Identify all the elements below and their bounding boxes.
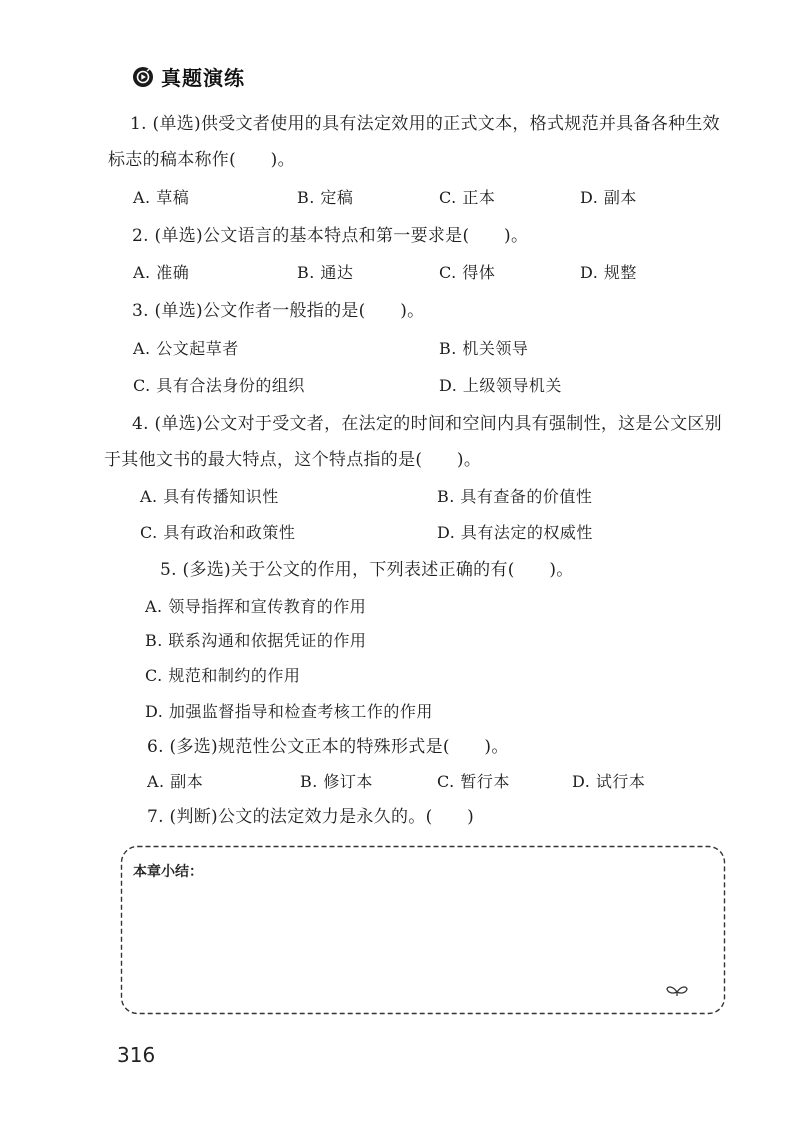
q2-option-b: B. 通达 [297,263,354,282]
q4-option-a: A. 具有传播知识性 [140,487,279,506]
question-4-stem: 4. (单选)公文对于受文者，在法定的时间和空间内具有强制性，这是公文区别 [132,414,722,434]
q2-option-a: A. 准确 [133,263,190,282]
q3-option-a: A. 公文起草者 [133,339,239,358]
q2-option-c: C. 得体 [439,263,496,282]
question-2-stem: 2. (单选)公文语言的基本特点和第一要求是( )。 [132,226,529,246]
summary-label: 本章小结： [133,864,203,880]
page-number: 316 [117,1043,156,1067]
leaf-icon [665,983,689,997]
question-4-stem-cont: 于其他文书的最大特点，这个特点指的是( )。 [104,450,482,470]
q1-option-a: A. 草稿 [133,188,190,207]
section-title: 真题演练 [161,66,245,90]
q3-option-c: C. 具有合法身份的组织 [133,376,305,395]
q1-option-c: C. 正本 [439,188,496,207]
question-6-stem: 6. (多选)规范性公文正本的特殊形式是( )。 [147,737,509,757]
q1-option-b: B. 定稿 [297,188,354,207]
q5-option-b: B. 联系沟通和依据凭证的作用 [145,631,367,650]
q4-option-d: D. 具有法定的权威性 [437,523,593,542]
q4-option-c: C. 具有政治和政策性 [140,523,296,542]
q3-option-b: B. 机关领导 [439,339,529,358]
question-7-stem: 7. (判断)公文的法定效力是永久的。( ) [147,807,475,827]
q6-option-a: A. 副本 [147,772,204,791]
q5-option-d: D. 加强监督指导和检查考核工作的作用 [145,702,433,721]
section-heading [132,62,245,91]
question-3-stem: 3. (单选)公文作者一般指的是( )。 [132,301,425,321]
q2-option-d: D. 规整 [580,263,637,282]
question-5-stem: 5. (多选)关于公文的作用，下列表述正确的有( )。 [160,560,574,580]
q1-option-d: D. 副本 [580,188,637,207]
q6-option-b: B. 修订本 [300,772,373,791]
q5-option-c: C. 规范和制约的作用 [145,666,301,685]
play-circle-icon [132,66,154,88]
q4-option-b: B. 具有查备的价值性 [437,487,593,506]
q6-option-c: C. 暂行本 [437,772,510,791]
question-1-stem-cont: 标志的稿本称作( )。 [108,150,295,170]
q5-option-a: A. 领导指挥和宣传教育的作用 [145,597,367,616]
summary-box [120,845,726,1015]
q3-option-d: D. 上级领导机关 [439,376,562,395]
question-1-stem: 1. (单选)供受文者使用的具有法定效用的正式文本，格式规范并具备各种生效 [130,114,720,134]
q6-option-d: D. 试行本 [572,772,646,791]
